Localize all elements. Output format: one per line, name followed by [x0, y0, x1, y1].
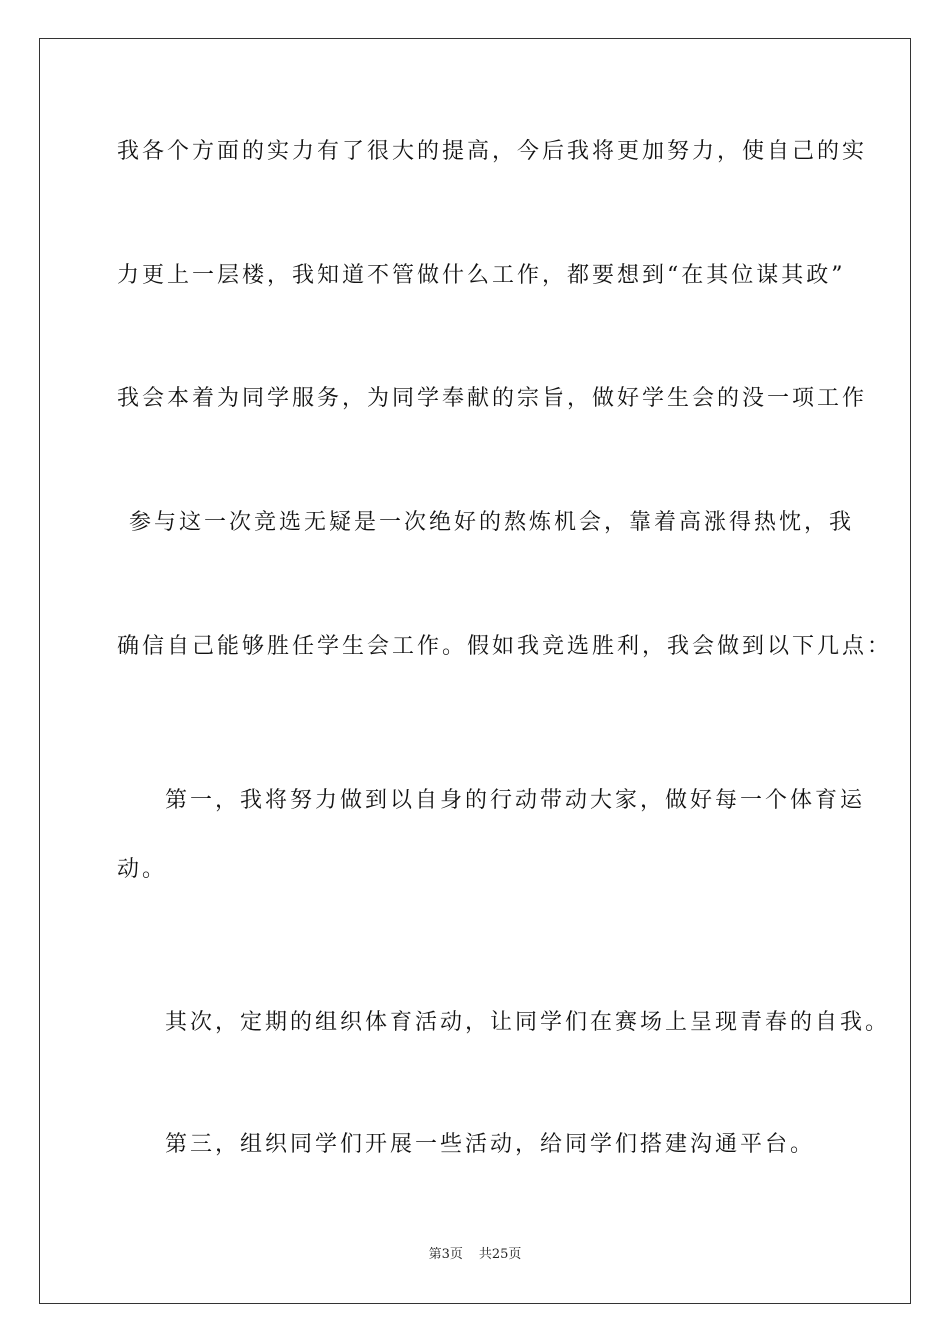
body-text-line: 第三，组织同学们开展一些活动，给同学们搭建沟通平台。 — [165, 1132, 816, 1157]
body-text-line: 我各个方面的实力有了很大的提高，今后我将更加努力，使自己的实 — [117, 139, 868, 164]
body-text-line: 第一，我将努力做到以自身的行动带动大家，做好每一个体育运 — [165, 788, 866, 813]
body-text-line: 其次，定期的组织体育活动，让同学们在赛场上呈现青春的自我。 — [165, 1010, 891, 1035]
total-pages: 共25页 — [478, 1247, 522, 1262]
body-text-line: 确信自己能够胜任学生会工作。假如我竞选胜利，我会做到以下几点： — [117, 634, 893, 659]
page-footer — [0, 1246, 950, 1264]
body-text-line: 我会本着为同学服务，为同学奉献的宗旨，做好学生会的没一项工作 — [117, 386, 868, 411]
body-text-line: 动。 — [117, 857, 168, 882]
page-number: 第3页 — [428, 1247, 463, 1262]
page-border — [39, 38, 911, 1304]
body-text-line: 参与这一次竞选无疑是一次绝好的熬炼机会，靠着高涨得热忱，我 — [129, 510, 855, 535]
body-text-line: 力更上一层楼，我知道不管做什么工作，都要想到“在其位谋其政” — [117, 263, 846, 288]
